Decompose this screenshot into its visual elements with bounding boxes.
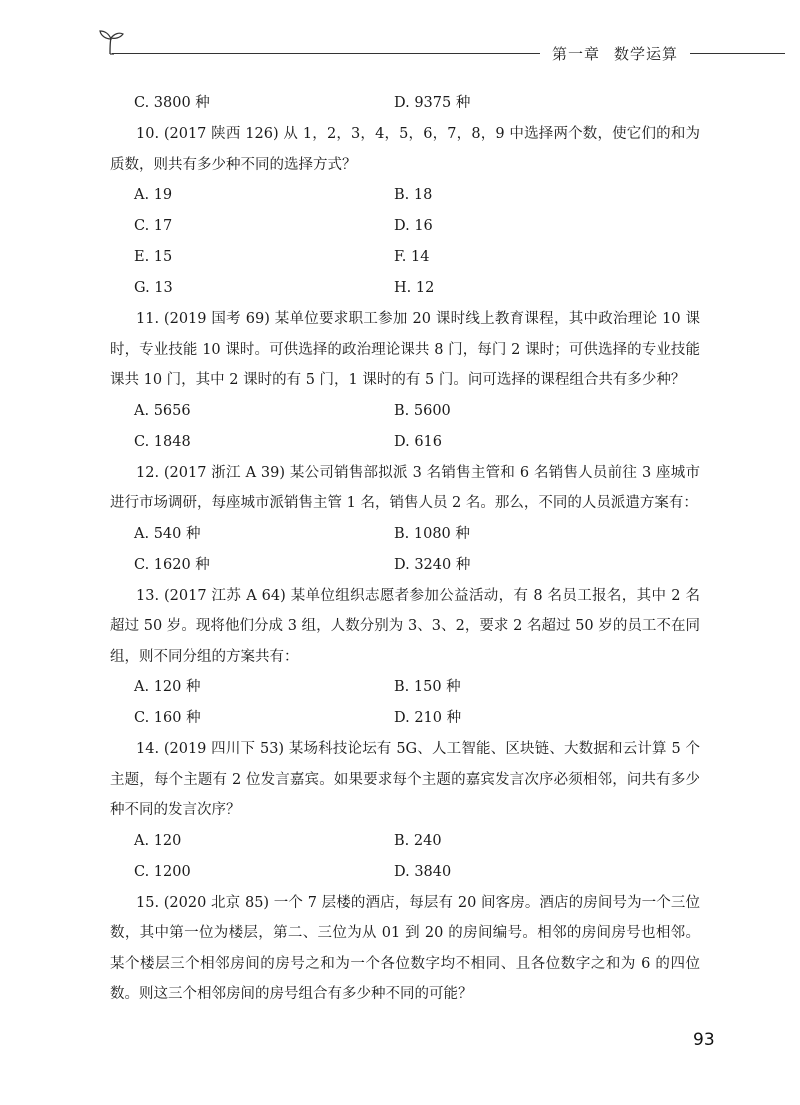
option-right: B. 240: [394, 832, 442, 849]
question-15: 15. (2020 北京 85) 一个 7 层楼的酒店，每层有 20 间客房。酒店的房间号为一个三位数，其中第一位为楼层，第二、三位为从 01 到 20 的房间编号。相邻的房间房号也相邻。某个楼层三个相邻房间的房号之和为一个各位数字均不相同、且各位数字之和为 6 的四位数。则这三个相邻房间的房号组合有多少种不同的可能？: [110, 894, 700, 1002]
header-rule-left: [112, 53, 540, 54]
page-body: [110, 88, 700, 1010]
option-right: B. 5600: [394, 402, 451, 419]
option-row: [110, 857, 700, 888]
option-right: D. 9375 种: [394, 95, 471, 111]
option-right: H. 12: [394, 280, 435, 296]
option-row: [110, 826, 700, 857]
option-right: F. 14: [394, 249, 430, 265]
option-left: G. 13: [134, 280, 173, 296]
header-rule-right: [690, 53, 785, 54]
option-left: C. 17: [134, 218, 173, 234]
option-row: [110, 396, 700, 427]
sprout-icon: [96, 28, 126, 56]
option-row: [110, 703, 700, 734]
option-right: B. 1080 种: [394, 525, 470, 542]
option-row: [110, 672, 700, 703]
chapter-number: 第一章: [552, 45, 601, 63]
option-row: [110, 88, 700, 119]
option-left: C. 1620 种: [134, 556, 210, 573]
option-left: A. 120 种: [134, 679, 201, 695]
option-right: B. 150 种: [394, 679, 461, 695]
option-left: A. 19: [134, 187, 173, 203]
option-row: [110, 519, 700, 550]
page-number: 93: [693, 1030, 715, 1050]
question-10: 10. (2017 陕西 126) 从 1，2，3，4，5，6，7，8，9 中选择两个数，使它们的和为质数，则共有多少种不同的选择方式？: [110, 126, 700, 173]
option-row: [110, 427, 700, 458]
option-left: A. 120: [134, 832, 182, 849]
chapter-name: 数学运算: [614, 45, 679, 63]
option-left: A. 5656: [134, 402, 191, 419]
option-row: [110, 211, 700, 242]
chapter-title: [552, 43, 678, 64]
question-13: 13. (2017 江苏 A 64) 某单位组织志愿者参加公益活动，有 8 名员工报名，其中 2 名超过 50 岁。现将他们分成 3 组，人数分别为 3、3、2，要求 2 名超过 50 岁的员工不在同组，则不同分组的方案共有：: [110, 587, 700, 665]
option-right: D. 3840: [394, 863, 452, 880]
option-row: [110, 273, 700, 304]
option-left: C. 3800 种: [134, 95, 210, 111]
running-header: [0, 0, 800, 70]
option-left: C. 1200: [134, 863, 191, 880]
question-11: 11. (2019 国考 69) 某单位要求职工参加 20 课时线上教育课程，其中政治理论 10 课时，专业技能 10 课时。可供选择的政治理论课共 8 门，每门 2 课时；可供选择的专业技能课共 10 门，其中 2 课时的有 5 门，1 课时的有 5 门。问可选择的课程组合共有多少种？: [110, 311, 700, 388]
option-left: E. 15: [134, 249, 173, 265]
option-right: D. 616: [394, 433, 443, 450]
option-right: D. 16: [394, 218, 433, 234]
option-left: C. 160 种: [134, 710, 201, 726]
question-14: 14. (2019 四川下 53) 某场科技论坛有 5G、人工智能、区块链、大数据和云计算 5 个主题，每个主题有 2 位发言嘉宾。如果要求每个主题的嘉宾发言次序必须相邻，问共有多少种不同的发言次序？: [110, 741, 700, 818]
option-right: B. 18: [394, 187, 433, 203]
option-left: A. 540 种: [134, 525, 201, 542]
option-row: [110, 242, 700, 273]
option-row: [110, 550, 700, 581]
option-right: D. 3240 种: [394, 556, 471, 573]
question-12: 12. (2017 浙江 A 39) 某公司销售部拟派 3 名销售主管和 6 名销售人员前往 3 座城市进行市场调研，每座城市派销售主管 1 名，销售人员 2 名。那么，不同的人员派遣方案有：: [110, 464, 700, 511]
option-left: C. 1848: [134, 433, 191, 450]
option-row: [110, 180, 700, 211]
option-right: D. 210 种: [394, 710, 462, 726]
